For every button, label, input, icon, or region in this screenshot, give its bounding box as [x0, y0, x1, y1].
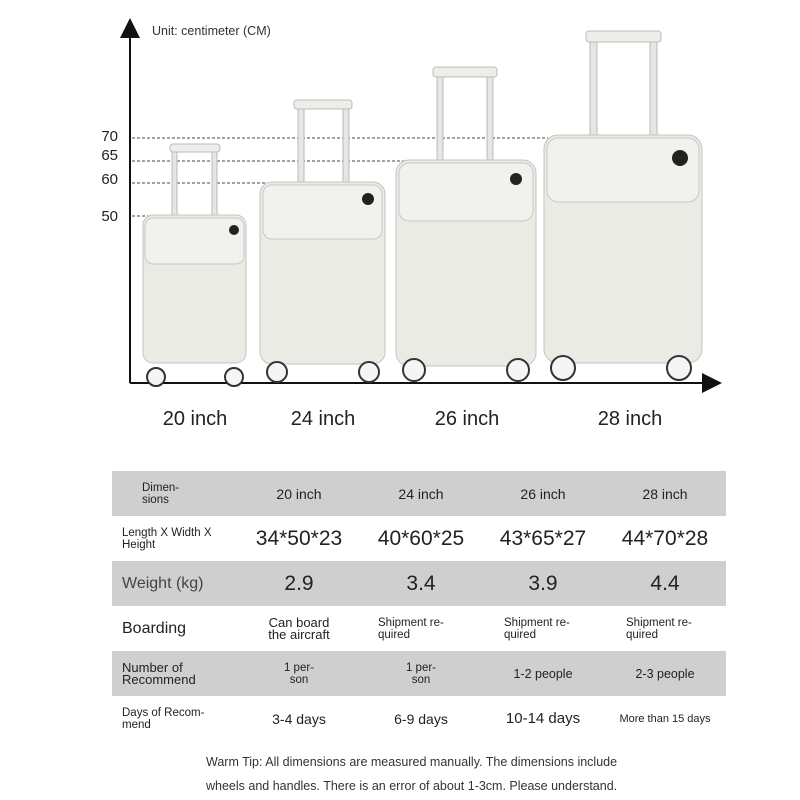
table-row-dimensions	[112, 516, 726, 561]
table-cell: 40*60*25	[377, 526, 465, 550]
table-cell: 44*70*28	[621, 526, 709, 550]
boarding-label: Boarding	[122, 619, 187, 637]
weight-label: Weight (kg)	[122, 574, 204, 592]
table-cell: 20 inch	[276, 485, 322, 502]
size-label-28: 28 inch	[597, 408, 663, 430]
table-cell: More than 15 days	[619, 712, 711, 725]
table-cell: 1-2 people	[513, 666, 573, 681]
days-label: Days of Recom- mend	[122, 706, 205, 731]
table-row-boarding	[112, 606, 726, 651]
warm-tip-line-1: Warm Tip: All dimensions are measured manually. The dimensions include	[206, 755, 618, 769]
y-axis-arrow-icon	[120, 18, 140, 38]
table-cell: 4.4	[650, 571, 680, 595]
table-cell: 1 per- son	[283, 661, 315, 686]
header-label: Dimen- sions	[142, 481, 180, 506]
size-label-26: 26 inch	[434, 408, 500, 430]
table-cell: Can board the aircraft	[268, 614, 330, 642]
unit-label: Unit: centimeter (CM)	[152, 24, 271, 38]
table-cell: 43*65*27	[499, 526, 587, 550]
people-label: Number of Recommend	[122, 659, 196, 687]
x-axis-arrow-icon	[702, 373, 722, 393]
suitcase-26-inch	[396, 67, 536, 381]
table-cell: 26 inch	[520, 485, 566, 502]
y-tick-70: 70	[101, 128, 118, 145]
table-row-people	[112, 651, 726, 696]
suitcase-24-inch	[260, 100, 385, 382]
table-cell: 2.9	[284, 571, 314, 595]
table-cell: Shipment re- quired	[378, 616, 444, 641]
table-cell: 1 per- son	[405, 661, 437, 686]
table-cell: 28 inch	[642, 485, 688, 502]
suitcase-20-inch	[143, 144, 246, 386]
table-cell: 34*50*23	[255, 526, 343, 550]
table-cell: 10-14 days	[505, 710, 581, 727]
table-cell: 3-4 days	[272, 710, 326, 727]
y-tick-65: 65	[101, 147, 118, 164]
table-cell: 3.9	[528, 571, 558, 595]
table-cell: Shipment re- quired	[626, 616, 692, 641]
table-row-header	[112, 471, 726, 516]
table-cell: 3.4	[406, 571, 436, 595]
size-label-20: 20 inch	[162, 408, 228, 430]
y-tick-60: 60	[101, 171, 118, 188]
table-row-weight	[112, 561, 726, 606]
suitcase-28-inch	[544, 31, 702, 380]
dims-label: Length X Width X Height	[122, 526, 212, 551]
table-cell: Shipment re- quired	[504, 616, 570, 641]
size-label-24: 24 inch	[290, 408, 356, 430]
warm-tip-line-2: wheels and handles. There is an error of about 1-3cm. Please understand.	[206, 779, 618, 793]
table-cell: 6-9 days	[394, 710, 448, 727]
table-row-days	[112, 696, 726, 741]
table-cell: 2-3 people	[635, 666, 695, 681]
table-cell: 24 inch	[398, 485, 444, 502]
y-tick-50: 50	[101, 208, 118, 225]
